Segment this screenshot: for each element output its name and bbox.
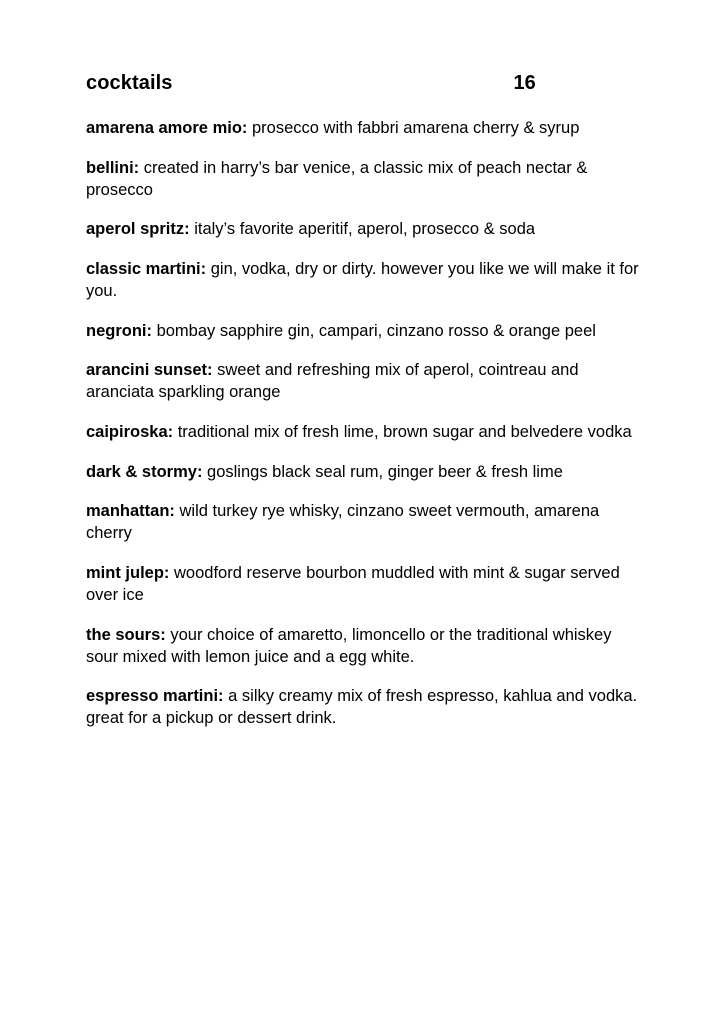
item-name: amarena amore mio: — [86, 119, 248, 137]
item-name: bellini: — [86, 158, 140, 177]
item-name: the sours: — [86, 625, 166, 644]
list-item — [86, 500, 642, 544]
list-item — [86, 117, 642, 139]
item-name: classic martini: — [86, 259, 207, 278]
item-name: arancini sunset: — [86, 361, 213, 380]
item-description: woodford reserve bourbon muddled with mint & sugar served over ice — [86, 563, 620, 605]
list-item — [86, 562, 642, 606]
item-description: traditional mix of fresh lime, brown sugar and belvedere vodka — [173, 422, 632, 441]
list-item — [86, 359, 642, 403]
item-name: espresso martini: — [86, 687, 224, 706]
item-description: wild turkey rye whisky, cinzano sweet vermouth, amarena cherry — [86, 502, 600, 543]
item-description: a silky creamy mix of fresh espresso, kahlua and vodka. great for a pickup or dessert drink. — [86, 687, 638, 728]
item-name: manhattan: — [86, 502, 175, 521]
item-description: bombay sapphire gin, campari, cinzano rosso & orange peel — [152, 321, 596, 340]
item-description: your choice of amaretto, limoncello or the traditional whiskey sour mixed with lemon juice and a egg white. — [86, 625, 612, 666]
section-price: 16 — [513, 72, 536, 94]
section-header — [86, 72, 644, 95]
list-item — [86, 421, 642, 443]
item-name: caipiroska: — [86, 422, 174, 441]
item-description: created in harry’s bar venice, a classic mix of peach nectar & prosecco — [86, 158, 588, 199]
item-description: italy’s favorite aperitif, aperol, prosecco & soda — [189, 220, 536, 239]
list-item — [86, 685, 642, 729]
list-item — [86, 624, 642, 668]
list-item — [86, 258, 642, 302]
item-name: negroni: — [86, 321, 152, 340]
list-item — [86, 157, 642, 201]
item-description: goslings black seal rum, ginger beer & fresh lime — [202, 462, 563, 481]
list-item — [86, 461, 642, 483]
list-item — [86, 218, 642, 240]
item-description: gin, vodka, dry or dirty. however you like we will make it for you. — [86, 259, 639, 301]
page-title: cocktails — [86, 72, 173, 94]
item-name: aperol spritz: — [86, 220, 190, 239]
item-description: prosecco with fabbri amarena cherry & syrup — [247, 119, 580, 137]
item-name: dark & stormy: — [86, 462, 203, 481]
item-description: sweet and refreshing mix of aperol, cointreau and aranciata sparkling orange — [86, 361, 579, 402]
item-name: mint julep: — [86, 563, 170, 582]
cocktail-list — [86, 117, 644, 730]
list-item — [86, 320, 642, 342]
